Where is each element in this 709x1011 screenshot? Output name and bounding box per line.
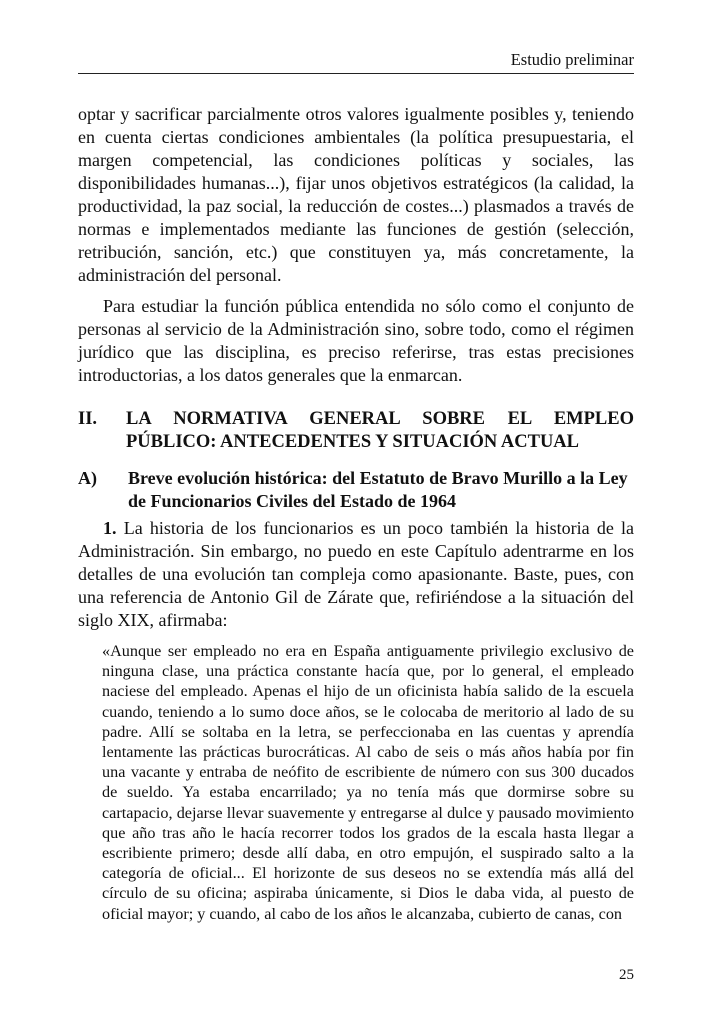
page-number: 25 [619,967,634,983]
running-head-text: Estudio preliminar [510,50,634,69]
subsection-heading [78,467,634,513]
page-body [78,103,634,924]
paragraph-number: 1. [103,518,117,538]
paragraph-numbered-text: La historia de los funcionarios es un poco también la historia de la Administración. Sin embargo, no puedo en este Capítulo adentrarme en los detalles de una evolución tan compleja como apasionante. Baste, pues, con una referencia de Antonio Gil de Zárate que, refiriéndose a la situación del siglo XIX, afirmaba: [78,518,634,630]
subsection-title: Breve evolución histórica: del Estatuto de Bravo Murillo a la Ley de Funcionarios Civiles del Estado de 1964 [128,468,628,511]
subsection-letter: A) [78,468,97,488]
paragraph-numbered [78,517,634,632]
paragraph-continuation: optar y sacrificar parcialmente otros valores igualmente posibles y, teniendo en cuenta ciertas condiciones ambientales (la política presupuestaria, el margen competencial, las condiciones políticas y sociales, las disponibilidades humanas...), fijar unos objetivos estratégicos (la calidad, la productividad, la paz social, la reducción de costes...) plasmados a través de normas e implementados mediante las funciones de gestión (selección, retribución, sanción, etc.) que constituyen ya, más concretamente, la administración del personal. [78,104,634,285]
section-number: II. [78,409,98,429]
section-heading [78,408,634,454]
paragraph-intro: Para estudiar la función pública entendida no sólo como el conjunto de personas al servicio de la Administración sino, sobre todo, como el régimen jurídico que las disciplina, es preciso referirse, tras estas precisiones introductorias, a los datos generales que la enmarcan. [78,296,634,385]
running-head [78,50,634,74]
block-quote: «Aunque ser empleado no era en España antiguamente privilegio exclusivo de ninguna clase, una práctica constante hacía que, por lo general, el empleado naciese del empleado. Apenas el hijo de un oficinista había salido de la escuela cuando, teniendo a lo sumo doce años, se le colocaba de meritorio al lado de su padre. Allí se soltaba en la letra, se perfeccionaba en las cuentas y aprendía lentamente las prácticas burocráticas. Al cabo de seis o más años había por fin una vacante y entraba de neófito de escribiente de número con sus 300 ducados de sueldo. Ya estaba encarrilado; ya no tenía más que dormirse sobre su cartapacio, dejarse llevar suavemente y entregarse al dulce y pausado movimiento que año tras año le hacía recorrer todos los grados de la escala hasta llegar a escribiente primero; desde allí daba, en otro empujón, el suspirado salto a la categoría de oficial... El horizonte de sus deseos no se extendía más allá del círculo de su oficina; aspiraba únicamente, si Dios le daba vida, al puesto de oficial mayor; y cuando, al cabo de los años le alcanzaba, cubierto de canas, con [102,642,634,923]
section-title: LA NORMATIVA GENERAL SOBRE EL EMPLEO PÚBLICO: ANTECEDENTES Y SITUACIÓN ACTUAL [126,409,634,452]
